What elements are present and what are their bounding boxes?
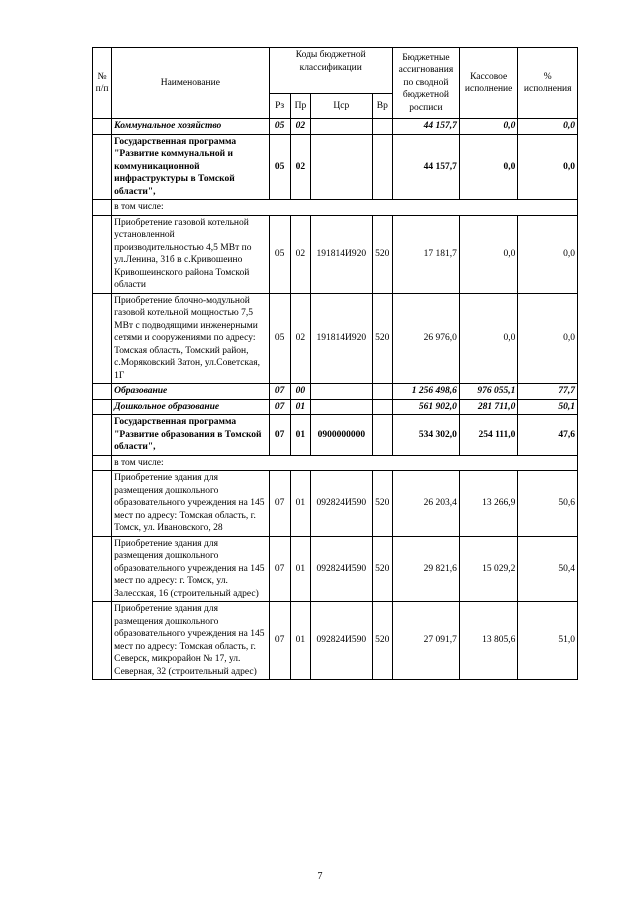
row-rz: 07 xyxy=(269,399,290,415)
row-name: Приобретение здания для размещения дошкольного образовательного учреждения на 145 мест по адресу: Томская область, г. Томск, ул. Ивановского, 28 xyxy=(112,471,269,537)
header-num: № п/п xyxy=(93,48,112,119)
table-row xyxy=(93,399,578,415)
header-rz: Рз xyxy=(269,94,290,119)
row-cash: 254 111,0 xyxy=(459,415,517,456)
row-cash: 976 055,1 xyxy=(459,384,517,400)
row-budget: 29 821,6 xyxy=(392,536,459,602)
header-name: Наименование xyxy=(112,48,269,119)
row-budget: 44 157,7 xyxy=(392,119,459,135)
row-csr xyxy=(311,384,373,400)
row-vr: 520 xyxy=(372,215,392,293)
row-subheading: в том числе: xyxy=(112,455,578,471)
row-vr xyxy=(372,384,392,400)
table-row xyxy=(93,384,578,400)
row-rz: 05 xyxy=(269,215,290,293)
table-row xyxy=(93,200,578,216)
row-cash: 281 711,0 xyxy=(459,399,517,415)
row-name: Приобретение здания для размещения дошкольного образовательного учреждения на 145 мест по адресу: Томская область, г. Северск, микрорайон № 17, ул. Северная, 32 (строительный адрес) xyxy=(112,602,269,680)
row-budget: 561 902,0 xyxy=(392,399,459,415)
row-name: Приобретение здания для размещения дошкольного образовательного учреждения на 145 мест по адресу: г. Томск, ул. Залесская, 16 (строительный адрес) xyxy=(112,536,269,602)
row-budget: 44 157,7 xyxy=(392,134,459,200)
row-pr: 01 xyxy=(290,536,310,602)
row-rz: 07 xyxy=(269,384,290,400)
row-cash: 0,0 xyxy=(459,134,517,200)
header-budget: Бюджетные ассигнования по сводной бюджетной росписи xyxy=(392,48,459,119)
table-row xyxy=(93,536,578,602)
row-name: Приобретение газовой котельной установленной производительностью 4,5 МВт по ул.Ленина, 31б в с.Кривошеино Кривошеинского района Томской области xyxy=(112,215,269,293)
table-row xyxy=(93,602,578,680)
row-rz: 05 xyxy=(269,119,290,135)
header-pct: % исполнения xyxy=(518,48,578,119)
row-pr: 02 xyxy=(290,134,310,200)
row-cash: 0,0 xyxy=(459,293,517,384)
row-vr xyxy=(372,399,392,415)
header-pr: Пр xyxy=(290,94,310,119)
row-rz: 07 xyxy=(269,415,290,456)
table-row xyxy=(93,119,578,135)
row-csr: 191814И920 xyxy=(311,215,373,293)
row-name: Государственная программа "Развитие коммунальной и коммуникационной инфраструктуры в Томской области", xyxy=(112,134,269,200)
row-pr: 01 xyxy=(290,415,310,456)
row-pr: 01 xyxy=(290,471,310,537)
row-vr: 520 xyxy=(372,536,392,602)
budget-execution-table xyxy=(92,47,578,680)
row-pct: 50,1 xyxy=(518,399,578,415)
row-vr xyxy=(372,119,392,135)
row-csr xyxy=(311,134,373,200)
table-row xyxy=(93,471,578,537)
row-vr xyxy=(372,415,392,456)
row-pct: 47,6 xyxy=(518,415,578,456)
row-rz: 05 xyxy=(269,134,290,200)
row-csr: 092824И590 xyxy=(311,602,373,680)
row-pct: 0,0 xyxy=(518,293,578,384)
row-vr: 520 xyxy=(372,471,392,537)
row-name: Коммунальное хозяйство xyxy=(112,119,269,135)
row-pr: 02 xyxy=(290,293,310,384)
table-row xyxy=(93,215,578,293)
row-budget: 26 203,4 xyxy=(392,471,459,537)
row-pr: 02 xyxy=(290,215,310,293)
row-rz: 07 xyxy=(269,602,290,680)
row-rz: 07 xyxy=(269,471,290,537)
table-row xyxy=(93,134,578,200)
row-name: Государственная программа "Развитие образования в Томской области", xyxy=(112,415,269,456)
page-number: 7 xyxy=(317,871,323,882)
row-budget: 534 302,0 xyxy=(392,415,459,456)
row-pct: 51,0 xyxy=(518,602,578,680)
header-vr: Вр xyxy=(372,94,392,119)
row-budget: 27 091,7 xyxy=(392,602,459,680)
row-budget: 26 976,0 xyxy=(392,293,459,384)
row-cash: 15 029,2 xyxy=(459,536,517,602)
row-pr: 01 xyxy=(290,399,310,415)
row-budget: 1 256 498,6 xyxy=(392,384,459,400)
row-cash: 0,0 xyxy=(459,215,517,293)
row-pr: 00 xyxy=(290,384,310,400)
row-pct: 0,0 xyxy=(518,215,578,293)
row-csr: 092824И590 xyxy=(311,471,373,537)
row-vr: 520 xyxy=(372,602,392,680)
row-csr xyxy=(311,119,373,135)
row-cash: 13 266,9 xyxy=(459,471,517,537)
row-pct: 50,4 xyxy=(518,536,578,602)
row-name: Приобретение блочно-модульной газовой котельной мощностью 7,5 МВт с подводящими инженерными сетями и сооружениями по адресу: Томская область, Томский район, с.Моряковский Затон, ул.Советская, 1Г xyxy=(112,293,269,384)
table-row xyxy=(93,455,578,471)
row-pr: 02 xyxy=(290,119,310,135)
row-name: Образование xyxy=(112,384,269,400)
header-csr: Цср xyxy=(311,94,373,119)
row-pr: 01 xyxy=(290,602,310,680)
table-row xyxy=(93,415,578,456)
row-pct: 0,0 xyxy=(518,134,578,200)
header-codes-group: Коды бюджетной классификации xyxy=(269,48,392,94)
row-rz: 07 xyxy=(269,536,290,602)
row-vr: 520 xyxy=(372,293,392,384)
row-name: Дошкольное образование xyxy=(112,399,269,415)
row-csr xyxy=(311,399,373,415)
table-row xyxy=(93,293,578,384)
row-cash: 0,0 xyxy=(459,119,517,135)
row-pct: 50,6 xyxy=(518,471,578,537)
row-subheading: в том числе: xyxy=(112,200,578,216)
row-budget: 17 181,7 xyxy=(392,215,459,293)
row-vr xyxy=(372,134,392,200)
header-cash: Кассовое исполнение xyxy=(459,48,517,119)
row-csr: 092824И590 xyxy=(311,536,373,602)
row-pct: 0,0 xyxy=(518,119,578,135)
row-pct: 77,7 xyxy=(518,384,578,400)
row-cash: 13 805,6 xyxy=(459,602,517,680)
row-csr: 191814И920 xyxy=(311,293,373,384)
row-csr: 0900000000 xyxy=(311,415,373,456)
row-rz: 05 xyxy=(269,293,290,384)
